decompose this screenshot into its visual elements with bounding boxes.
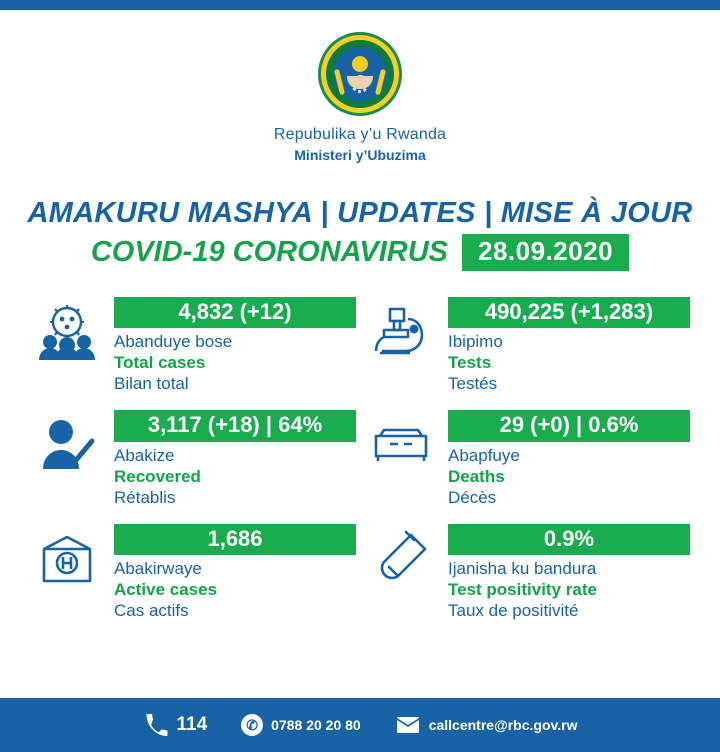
hospital-icon	[30, 522, 104, 596]
stat-label-rw: Abapfuye	[448, 445, 520, 465]
whatsapp-icon: ✆	[241, 714, 263, 736]
stat-card-tests	[364, 295, 690, 394]
ministry-name: Ministeri y’Ubuzima	[294, 147, 426, 163]
coffin-icon	[364, 408, 438, 482]
hotline-number: 114	[176, 714, 208, 735]
footer-email[interactable]	[395, 712, 578, 738]
report-date-badge: 28.09.2020	[462, 234, 629, 271]
stat-card-positivity-rate	[364, 522, 690, 621]
header-emblem-area	[0, 32, 720, 163]
headline-block	[0, 197, 720, 271]
stats-grid	[30, 295, 690, 621]
test-tube-icon	[364, 522, 438, 596]
stat-label-en: Deaths	[448, 466, 505, 486]
stat-label-en: Active cases	[114, 579, 218, 599]
footer-whatsapp[interactable]	[241, 714, 361, 736]
headline-line-2: COVID-19 CORONAVIRUS	[90, 236, 449, 268]
stat-label-fr: Rétablis	[114, 487, 176, 507]
stat-card-deaths	[364, 408, 690, 507]
stat-value: 0.9%	[448, 524, 690, 555]
stat-value: 1,686	[114, 524, 356, 555]
stat-label-rw: Abakirwaye	[114, 558, 202, 578]
stat-label-fr: Cas actifs	[114, 600, 189, 620]
footer-hotline[interactable]	[143, 712, 208, 738]
stat-label-fr: Taux de positivité	[448, 600, 579, 620]
stat-label-en: Recovered	[114, 466, 201, 486]
phone-24-icon	[143, 712, 169, 738]
stat-value: 29 (+0) | 0.6%	[448, 410, 690, 441]
footer-contact-bar	[0, 698, 720, 752]
top-accent-bar	[0, 0, 720, 10]
stat-label-rw: Abakize	[114, 445, 175, 465]
microscope-icon	[364, 295, 438, 369]
whatsapp-number: 0788 20 20 80	[271, 717, 361, 733]
stat-label-fr: Testés	[448, 374, 498, 394]
rwanda-coat-of-arms-icon	[318, 32, 402, 116]
stat-card-active-cases	[30, 522, 356, 621]
stat-card-total-cases	[30, 295, 356, 394]
stat-label-en: Tests	[448, 353, 492, 373]
stat-label-rw: Ibipimo	[448, 332, 503, 352]
person-check-icon	[30, 408, 104, 482]
headline-line-1: AMAKURU MASHYA | UPDATES | MISE À JOUR	[27, 197, 693, 229]
stat-value: 4,832 (+12)	[114, 297, 356, 328]
stat-label-fr: Bilan total	[114, 374, 189, 394]
stat-value: 3,117 (+18) | 64%	[114, 410, 356, 441]
envelope-icon	[395, 712, 421, 738]
stat-card-recovered	[30, 408, 356, 507]
stat-label-fr: Décès	[448, 487, 497, 507]
email-address: callcentre@rbc.gov.rw	[428, 717, 578, 733]
stat-label-en: Test positivity rate	[448, 579, 597, 599]
virus-people-icon	[30, 295, 104, 369]
stat-label-rw: Abanduye bose	[114, 332, 233, 352]
stat-label-en: Total cases	[114, 353, 206, 373]
stat-label-rw: Ijanisha ku bandura	[448, 558, 597, 578]
country-name: Repubulika y’u Rwanda	[273, 126, 447, 143]
stat-value: 490,225 (+1,283)	[448, 297, 690, 328]
